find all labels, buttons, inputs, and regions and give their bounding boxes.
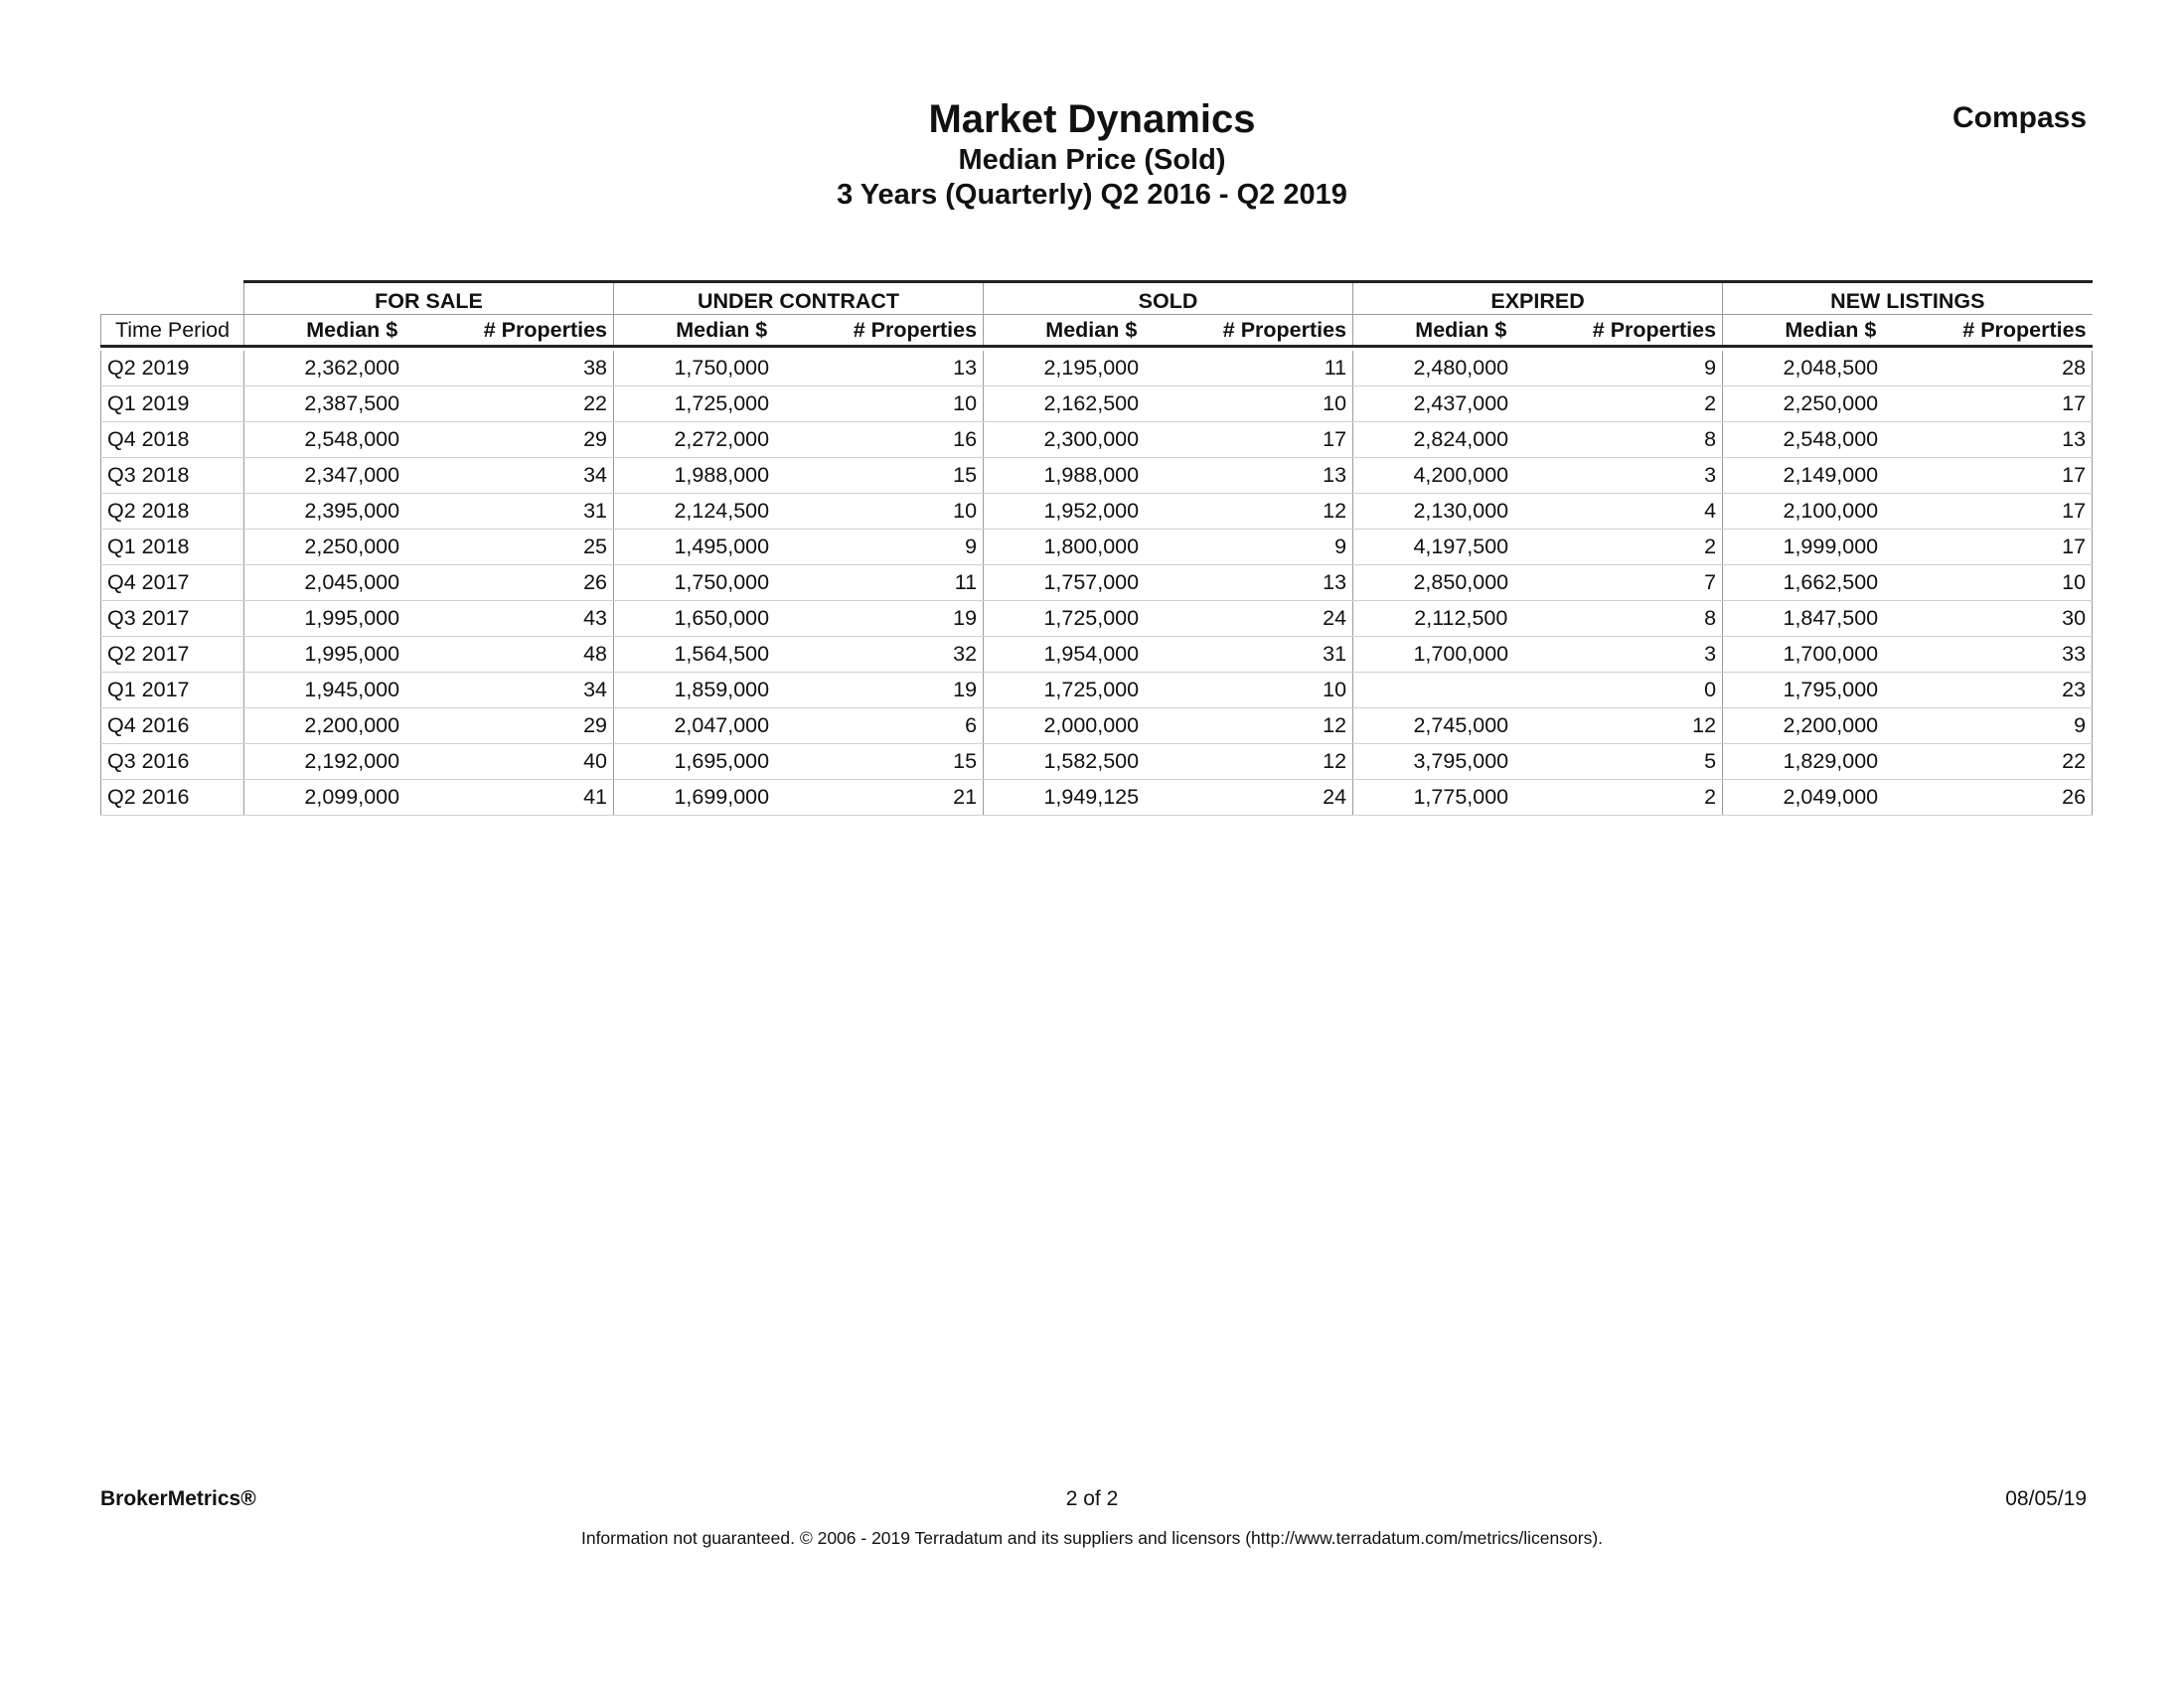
cell-new-listings-median: 2,048,500 bbox=[1723, 351, 1939, 386]
footer-brand: BrokerMetrics® bbox=[100, 1487, 256, 1510]
cell-under-contract-median: 1,564,500 bbox=[614, 637, 830, 673]
table-row bbox=[101, 530, 2093, 565]
disclaimer: Information not guaranteed. © 2006 - 2019 Terradatum and its suppliers and licensors (http://www.terradatum.com/metrics/licensors). bbox=[580, 1528, 1604, 1548]
cell-for-sale-properties: 26 bbox=[460, 565, 614, 601]
cell-time-period: Q4 2016 bbox=[101, 708, 244, 744]
table-row bbox=[101, 494, 2093, 530]
cell-sold-median: 1,582,500 bbox=[984, 744, 1199, 780]
cell-for-sale-properties: 29 bbox=[460, 708, 614, 744]
cell-under-contract-properties: 11 bbox=[830, 565, 984, 601]
cell-under-contract-properties: 10 bbox=[830, 494, 984, 530]
column-header-row bbox=[101, 315, 2093, 347]
cell-for-sale-properties: 41 bbox=[460, 780, 614, 816]
cell-under-contract-properties: 15 bbox=[830, 744, 984, 780]
cell-for-sale-median: 2,362,000 bbox=[244, 351, 460, 386]
cell-sold-median: 1,725,000 bbox=[984, 601, 1199, 637]
cell-for-sale-median: 2,387,500 bbox=[244, 386, 460, 422]
cell-time-period: Q2 2018 bbox=[101, 494, 244, 530]
table-row bbox=[101, 386, 2093, 422]
cell-for-sale-properties: 40 bbox=[460, 744, 614, 780]
column-header-properties: # Properties bbox=[830, 315, 984, 347]
cell-new-listings-median: 1,999,000 bbox=[1723, 530, 1939, 565]
cell-expired-properties: 3 bbox=[1569, 458, 1723, 494]
cell-for-sale-median: 2,045,000 bbox=[244, 565, 460, 601]
cell-expired-median: 3,795,000 bbox=[1353, 744, 1569, 780]
cell-new-listings-median: 2,250,000 bbox=[1723, 386, 1939, 422]
cell-under-contract-median: 1,988,000 bbox=[614, 458, 830, 494]
cell-sold-properties: 13 bbox=[1199, 565, 1353, 601]
cell-new-listings-properties: 26 bbox=[1939, 780, 2093, 816]
cell-under-contract-properties: 9 bbox=[830, 530, 984, 565]
report-header bbox=[0, 95, 2184, 213]
cell-expired-properties: 2 bbox=[1569, 530, 1723, 565]
cell-new-listings-properties: 13 bbox=[1939, 422, 2093, 458]
cell-for-sale-median: 2,200,000 bbox=[244, 708, 460, 744]
cell-sold-median: 1,988,000 bbox=[984, 458, 1199, 494]
cell-expired-median: 2,437,000 bbox=[1353, 386, 1569, 422]
cell-under-contract-median: 1,695,000 bbox=[614, 744, 830, 780]
cell-sold-median: 1,757,000 bbox=[984, 565, 1199, 601]
column-header-properties: # Properties bbox=[460, 315, 614, 347]
column-header-properties: # Properties bbox=[1199, 315, 1353, 347]
cell-expired-median: 2,824,000 bbox=[1353, 422, 1569, 458]
cell-sold-properties: 24 bbox=[1199, 780, 1353, 816]
cell-under-contract-median: 1,495,000 bbox=[614, 530, 830, 565]
cell-time-period: Q1 2018 bbox=[101, 530, 244, 565]
cell-under-contract-properties: 15 bbox=[830, 458, 984, 494]
cell-under-contract-median: 1,699,000 bbox=[614, 780, 830, 816]
cell-new-listings-median: 2,049,000 bbox=[1723, 780, 1939, 816]
group-header-new-listings: NEW LISTINGS bbox=[1723, 282, 2093, 315]
cell-under-contract-properties: 19 bbox=[830, 673, 984, 708]
cell-expired-properties: 2 bbox=[1569, 780, 1723, 816]
table-row bbox=[101, 422, 2093, 458]
page-subtitle: Median Price (Sold) bbox=[958, 144, 1226, 176]
column-header-median: Median $ bbox=[614, 315, 830, 347]
cell-expired-median: 4,200,000 bbox=[1353, 458, 1569, 494]
cell-new-listings-properties: 17 bbox=[1939, 386, 2093, 422]
cell-under-contract-median: 2,124,500 bbox=[614, 494, 830, 530]
cell-new-listings-median: 2,149,000 bbox=[1723, 458, 1939, 494]
cell-new-listings-properties: 30 bbox=[1939, 601, 2093, 637]
cell-for-sale-median: 2,395,000 bbox=[244, 494, 460, 530]
market-dynamics-table bbox=[100, 280, 2093, 816]
brand-name: Compass bbox=[1951, 101, 2087, 134]
column-header-time-period: Time Period bbox=[101, 315, 244, 347]
cell-expired-median bbox=[1353, 673, 1569, 708]
cell-sold-properties: 10 bbox=[1199, 673, 1353, 708]
date-range: 3 Years (Quarterly) Q2 2016 - Q2 2019 bbox=[837, 179, 1347, 211]
cell-expired-median: 2,480,000 bbox=[1353, 351, 1569, 386]
cell-for-sale-median: 2,099,000 bbox=[244, 780, 460, 816]
cell-expired-median: 1,700,000 bbox=[1353, 637, 1569, 673]
cell-sold-properties: 11 bbox=[1199, 351, 1353, 386]
group-header-expired: EXPIRED bbox=[1353, 282, 1723, 315]
table-row bbox=[101, 780, 2093, 816]
cell-under-contract-properties: 21 bbox=[830, 780, 984, 816]
cell-sold-properties: 17 bbox=[1199, 422, 1353, 458]
cell-expired-properties: 3 bbox=[1569, 637, 1723, 673]
cell-under-contract-median: 2,047,000 bbox=[614, 708, 830, 744]
cell-expired-median: 2,745,000 bbox=[1353, 708, 1569, 744]
cell-for-sale-median: 2,250,000 bbox=[244, 530, 460, 565]
cell-for-sale-properties: 29 bbox=[460, 422, 614, 458]
cell-expired-properties: 0 bbox=[1569, 673, 1723, 708]
group-header-sold: SOLD bbox=[984, 282, 1353, 315]
cell-expired-median: 1,775,000 bbox=[1353, 780, 1569, 816]
cell-for-sale-properties: 25 bbox=[460, 530, 614, 565]
cell-sold-median: 2,162,500 bbox=[984, 386, 1199, 422]
cell-new-listings-properties: 17 bbox=[1939, 494, 2093, 530]
cell-new-listings-properties: 28 bbox=[1939, 351, 2093, 386]
cell-new-listings-properties: 17 bbox=[1939, 458, 2093, 494]
column-header-properties: # Properties bbox=[1569, 315, 1723, 347]
cell-sold-properties: 13 bbox=[1199, 458, 1353, 494]
cell-expired-properties: 5 bbox=[1569, 744, 1723, 780]
cell-new-listings-median: 1,847,500 bbox=[1723, 601, 1939, 637]
cell-sold-properties: 10 bbox=[1199, 386, 1353, 422]
cell-expired-properties: 8 bbox=[1569, 422, 1723, 458]
cell-under-contract-properties: 32 bbox=[830, 637, 984, 673]
cell-time-period: Q3 2017 bbox=[101, 601, 244, 637]
table-row bbox=[101, 601, 2093, 637]
cell-for-sale-median: 1,945,000 bbox=[244, 673, 460, 708]
cell-sold-median: 2,195,000 bbox=[984, 351, 1199, 386]
cell-sold-median: 1,952,000 bbox=[984, 494, 1199, 530]
cell-expired-median: 2,112,500 bbox=[1353, 601, 1569, 637]
cell-new-listings-properties: 33 bbox=[1939, 637, 2093, 673]
cell-under-contract-properties: 6 bbox=[830, 708, 984, 744]
cell-new-listings-median: 2,100,000 bbox=[1723, 494, 1939, 530]
cell-time-period: Q1 2017 bbox=[101, 673, 244, 708]
column-header-median: Median $ bbox=[1723, 315, 1939, 347]
cell-time-period: Q2 2016 bbox=[101, 780, 244, 816]
cell-time-period: Q3 2018 bbox=[101, 458, 244, 494]
cell-for-sale-median: 1,995,000 bbox=[244, 637, 460, 673]
cell-sold-properties: 31 bbox=[1199, 637, 1353, 673]
cell-new-listings-properties: 22 bbox=[1939, 744, 2093, 780]
column-header-median: Median $ bbox=[1353, 315, 1569, 347]
cell-sold-median: 2,300,000 bbox=[984, 422, 1199, 458]
cell-for-sale-median: 2,192,000 bbox=[244, 744, 460, 780]
cell-new-listings-properties: 23 bbox=[1939, 673, 2093, 708]
cell-under-contract-properties: 10 bbox=[830, 386, 984, 422]
cell-for-sale-properties: 43 bbox=[460, 601, 614, 637]
cell-sold-properties: 12 bbox=[1199, 708, 1353, 744]
cell-under-contract-median: 1,725,000 bbox=[614, 386, 830, 422]
cell-for-sale-properties: 34 bbox=[460, 458, 614, 494]
cell-for-sale-properties: 48 bbox=[460, 637, 614, 673]
cell-expired-properties: 2 bbox=[1569, 386, 1723, 422]
cell-new-listings-median: 2,200,000 bbox=[1723, 708, 1939, 744]
page-title: Market Dynamics bbox=[928, 97, 1256, 141]
cell-expired-median: 2,850,000 bbox=[1353, 565, 1569, 601]
cell-new-listings-properties: 17 bbox=[1939, 530, 2093, 565]
column-header-properties: # Properties bbox=[1939, 315, 2093, 347]
report-date: 08/05/19 bbox=[2005, 1487, 2087, 1510]
group-header-row bbox=[101, 282, 2093, 315]
cell-new-listings-median: 2,548,000 bbox=[1723, 422, 1939, 458]
cell-for-sale-properties: 38 bbox=[460, 351, 614, 386]
cell-sold-properties: 24 bbox=[1199, 601, 1353, 637]
cell-under-contract-median: 2,272,000 bbox=[614, 422, 830, 458]
cell-sold-median: 1,725,000 bbox=[984, 673, 1199, 708]
cell-expired-properties: 7 bbox=[1569, 565, 1723, 601]
cell-expired-median: 4,197,500 bbox=[1353, 530, 1569, 565]
table-row bbox=[101, 565, 2093, 601]
group-header-under-contract: UNDER CONTRACT bbox=[614, 282, 984, 315]
table-row bbox=[101, 351, 2093, 386]
cell-expired-median: 2,130,000 bbox=[1353, 494, 1569, 530]
cell-new-listings-properties: 10 bbox=[1939, 565, 2093, 601]
cell-time-period: Q3 2016 bbox=[101, 744, 244, 780]
cell-for-sale-properties: 22 bbox=[460, 386, 614, 422]
cell-time-period: Q4 2018 bbox=[101, 422, 244, 458]
table-row bbox=[101, 744, 2093, 780]
cell-for-sale-median: 1,995,000 bbox=[244, 601, 460, 637]
table-row bbox=[101, 637, 2093, 673]
cell-under-contract-properties: 19 bbox=[830, 601, 984, 637]
cell-time-period: Q4 2017 bbox=[101, 565, 244, 601]
cell-for-sale-median: 2,347,000 bbox=[244, 458, 460, 494]
cell-under-contract-median: 1,650,000 bbox=[614, 601, 830, 637]
cell-for-sale-properties: 31 bbox=[460, 494, 614, 530]
cell-new-listings-properties: 9 bbox=[1939, 708, 2093, 744]
cell-expired-properties: 9 bbox=[1569, 351, 1723, 386]
table-row bbox=[101, 458, 2093, 494]
cell-expired-properties: 8 bbox=[1569, 601, 1723, 637]
page-number: 2 of 2 bbox=[1065, 1487, 1119, 1510]
column-header-median: Median $ bbox=[984, 315, 1199, 347]
cell-under-contract-properties: 16 bbox=[830, 422, 984, 458]
cell-sold-median: 1,800,000 bbox=[984, 530, 1199, 565]
cell-new-listings-median: 1,700,000 bbox=[1723, 637, 1939, 673]
cell-sold-median: 1,954,000 bbox=[984, 637, 1199, 673]
column-header-median: Median $ bbox=[244, 315, 460, 347]
cell-under-contract-median: 1,859,000 bbox=[614, 673, 830, 708]
group-header-for-sale: FOR SALE bbox=[244, 282, 614, 315]
cell-for-sale-median: 2,548,000 bbox=[244, 422, 460, 458]
cell-new-listings-median: 1,829,000 bbox=[1723, 744, 1939, 780]
cell-sold-properties: 12 bbox=[1199, 744, 1353, 780]
cell-time-period: Q2 2017 bbox=[101, 637, 244, 673]
cell-expired-properties: 12 bbox=[1569, 708, 1723, 744]
cell-under-contract-properties: 13 bbox=[830, 351, 984, 386]
group-header-blank bbox=[101, 282, 244, 315]
cell-under-contract-median: 1,750,000 bbox=[614, 565, 830, 601]
cell-new-listings-median: 1,795,000 bbox=[1723, 673, 1939, 708]
cell-time-period: Q1 2019 bbox=[101, 386, 244, 422]
cell-new-listings-median: 1,662,500 bbox=[1723, 565, 1939, 601]
table-row bbox=[101, 708, 2093, 744]
cell-expired-properties: 4 bbox=[1569, 494, 1723, 530]
table-row bbox=[101, 673, 2093, 708]
cell-sold-median: 1,949,125 bbox=[984, 780, 1199, 816]
cell-time-period: Q2 2019 bbox=[101, 351, 244, 386]
cell-under-contract-median: 1,750,000 bbox=[614, 351, 830, 386]
cell-sold-properties: 12 bbox=[1199, 494, 1353, 530]
cell-for-sale-properties: 34 bbox=[460, 673, 614, 708]
cell-sold-median: 2,000,000 bbox=[984, 708, 1199, 744]
cell-sold-properties: 9 bbox=[1199, 530, 1353, 565]
